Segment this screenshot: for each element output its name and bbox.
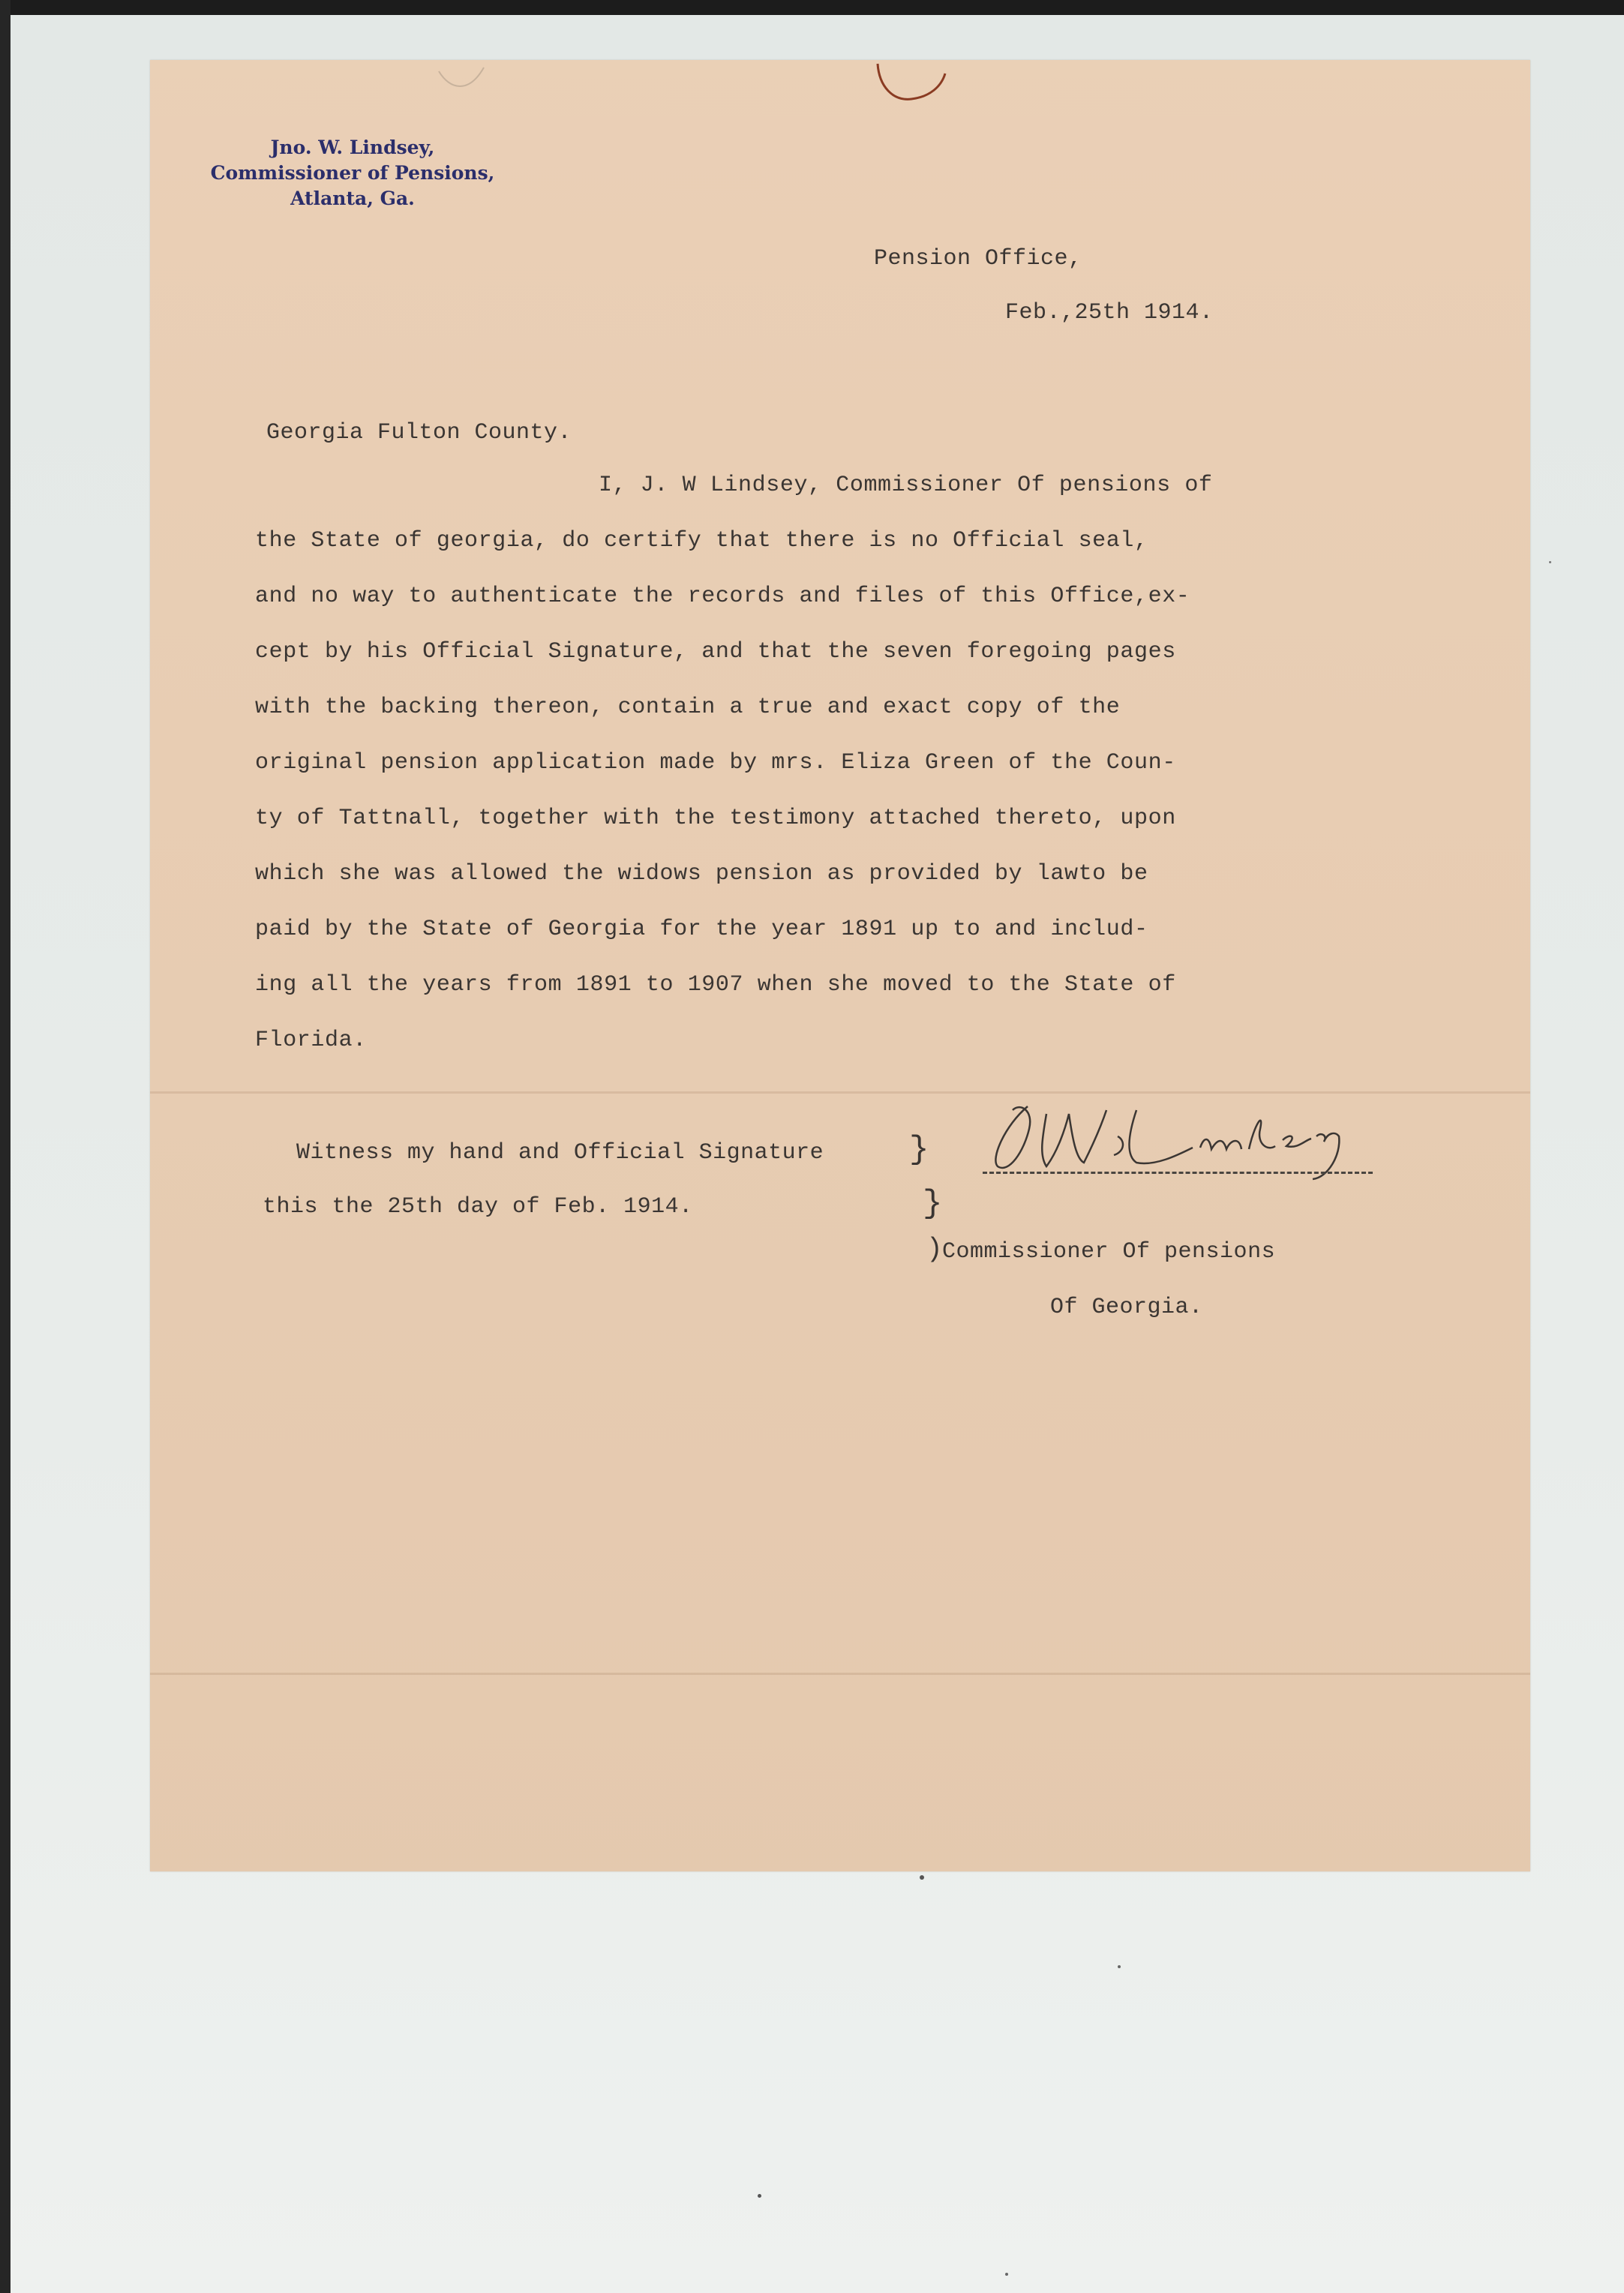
body-line: original pension application made by mrs. Eliza Green of the Coun- [255, 750, 1176, 776]
letterhead-title: Commissioner of Pensions, [210, 162, 495, 184]
body-line: paid by the State of Georgia for the year 1891 up to and includ- [255, 917, 1148, 942]
brace-symbol: ) [926, 1234, 943, 1265]
speck [1549, 561, 1551, 563]
letter-date: Feb.,25th 1914. [1005, 300, 1214, 326]
speck [1005, 2273, 1008, 2276]
speck [758, 2194, 761, 2198]
speck [920, 1875, 924, 1880]
brace-symbol: } [909, 1131, 929, 1169]
body-line: cept by his Official Signature, and that the seven foregoing pages [255, 639, 1176, 665]
office-heading: Pension Office, [874, 246, 1082, 272]
signature-line [983, 1172, 1373, 1174]
scan-top-border [0, 0, 1624, 15]
fold-line [150, 1673, 1530, 1675]
venue-line: Georgia Fulton County. [266, 420, 572, 446]
pencil-mark [870, 60, 953, 113]
brace-symbol: } [923, 1185, 943, 1223]
scan-left-border [0, 0, 11, 2293]
faint-mark [435, 60, 495, 105]
witness-line: Witness my hand and Official Signature [296, 1140, 824, 1166]
letterhead [210, 135, 495, 212]
witness-date-line: this the 25th day of Feb. 1914. [263, 1194, 693, 1220]
body-line: ing all the years from 1891 to 1907 when she moved to the State of [255, 972, 1176, 998]
body-line: I, J. W Lindsey, Commissioner Of pensions of [599, 473, 1213, 498]
signer-title: Commissioner Of pensions [942, 1239, 1276, 1265]
speck [1118, 1965, 1121, 1968]
letterhead-name: Jno. W. Lindsey, [270, 137, 435, 158]
body-line: which she was allowed the widows pension as provided by lawto be [255, 861, 1148, 887]
document-page [150, 60, 1530, 1871]
body-line: the State of georgia, do certify that there is no Official seal, [255, 528, 1148, 554]
body-line: Florida. [255, 1028, 367, 1053]
fold-line [150, 1091, 1530, 1094]
body-line: and no way to authenticate the records and files of this Office,ex- [255, 584, 1190, 609]
signer-title-state: Of Georgia. [1050, 1295, 1203, 1320]
body-line: ty of Tattnall, together with the testimony attached thereto, upon [255, 806, 1176, 831]
letterhead-location: Atlanta, Ga. [290, 188, 415, 209]
body-line: with the backing thereon, contain a true and exact copy of the [255, 695, 1121, 720]
